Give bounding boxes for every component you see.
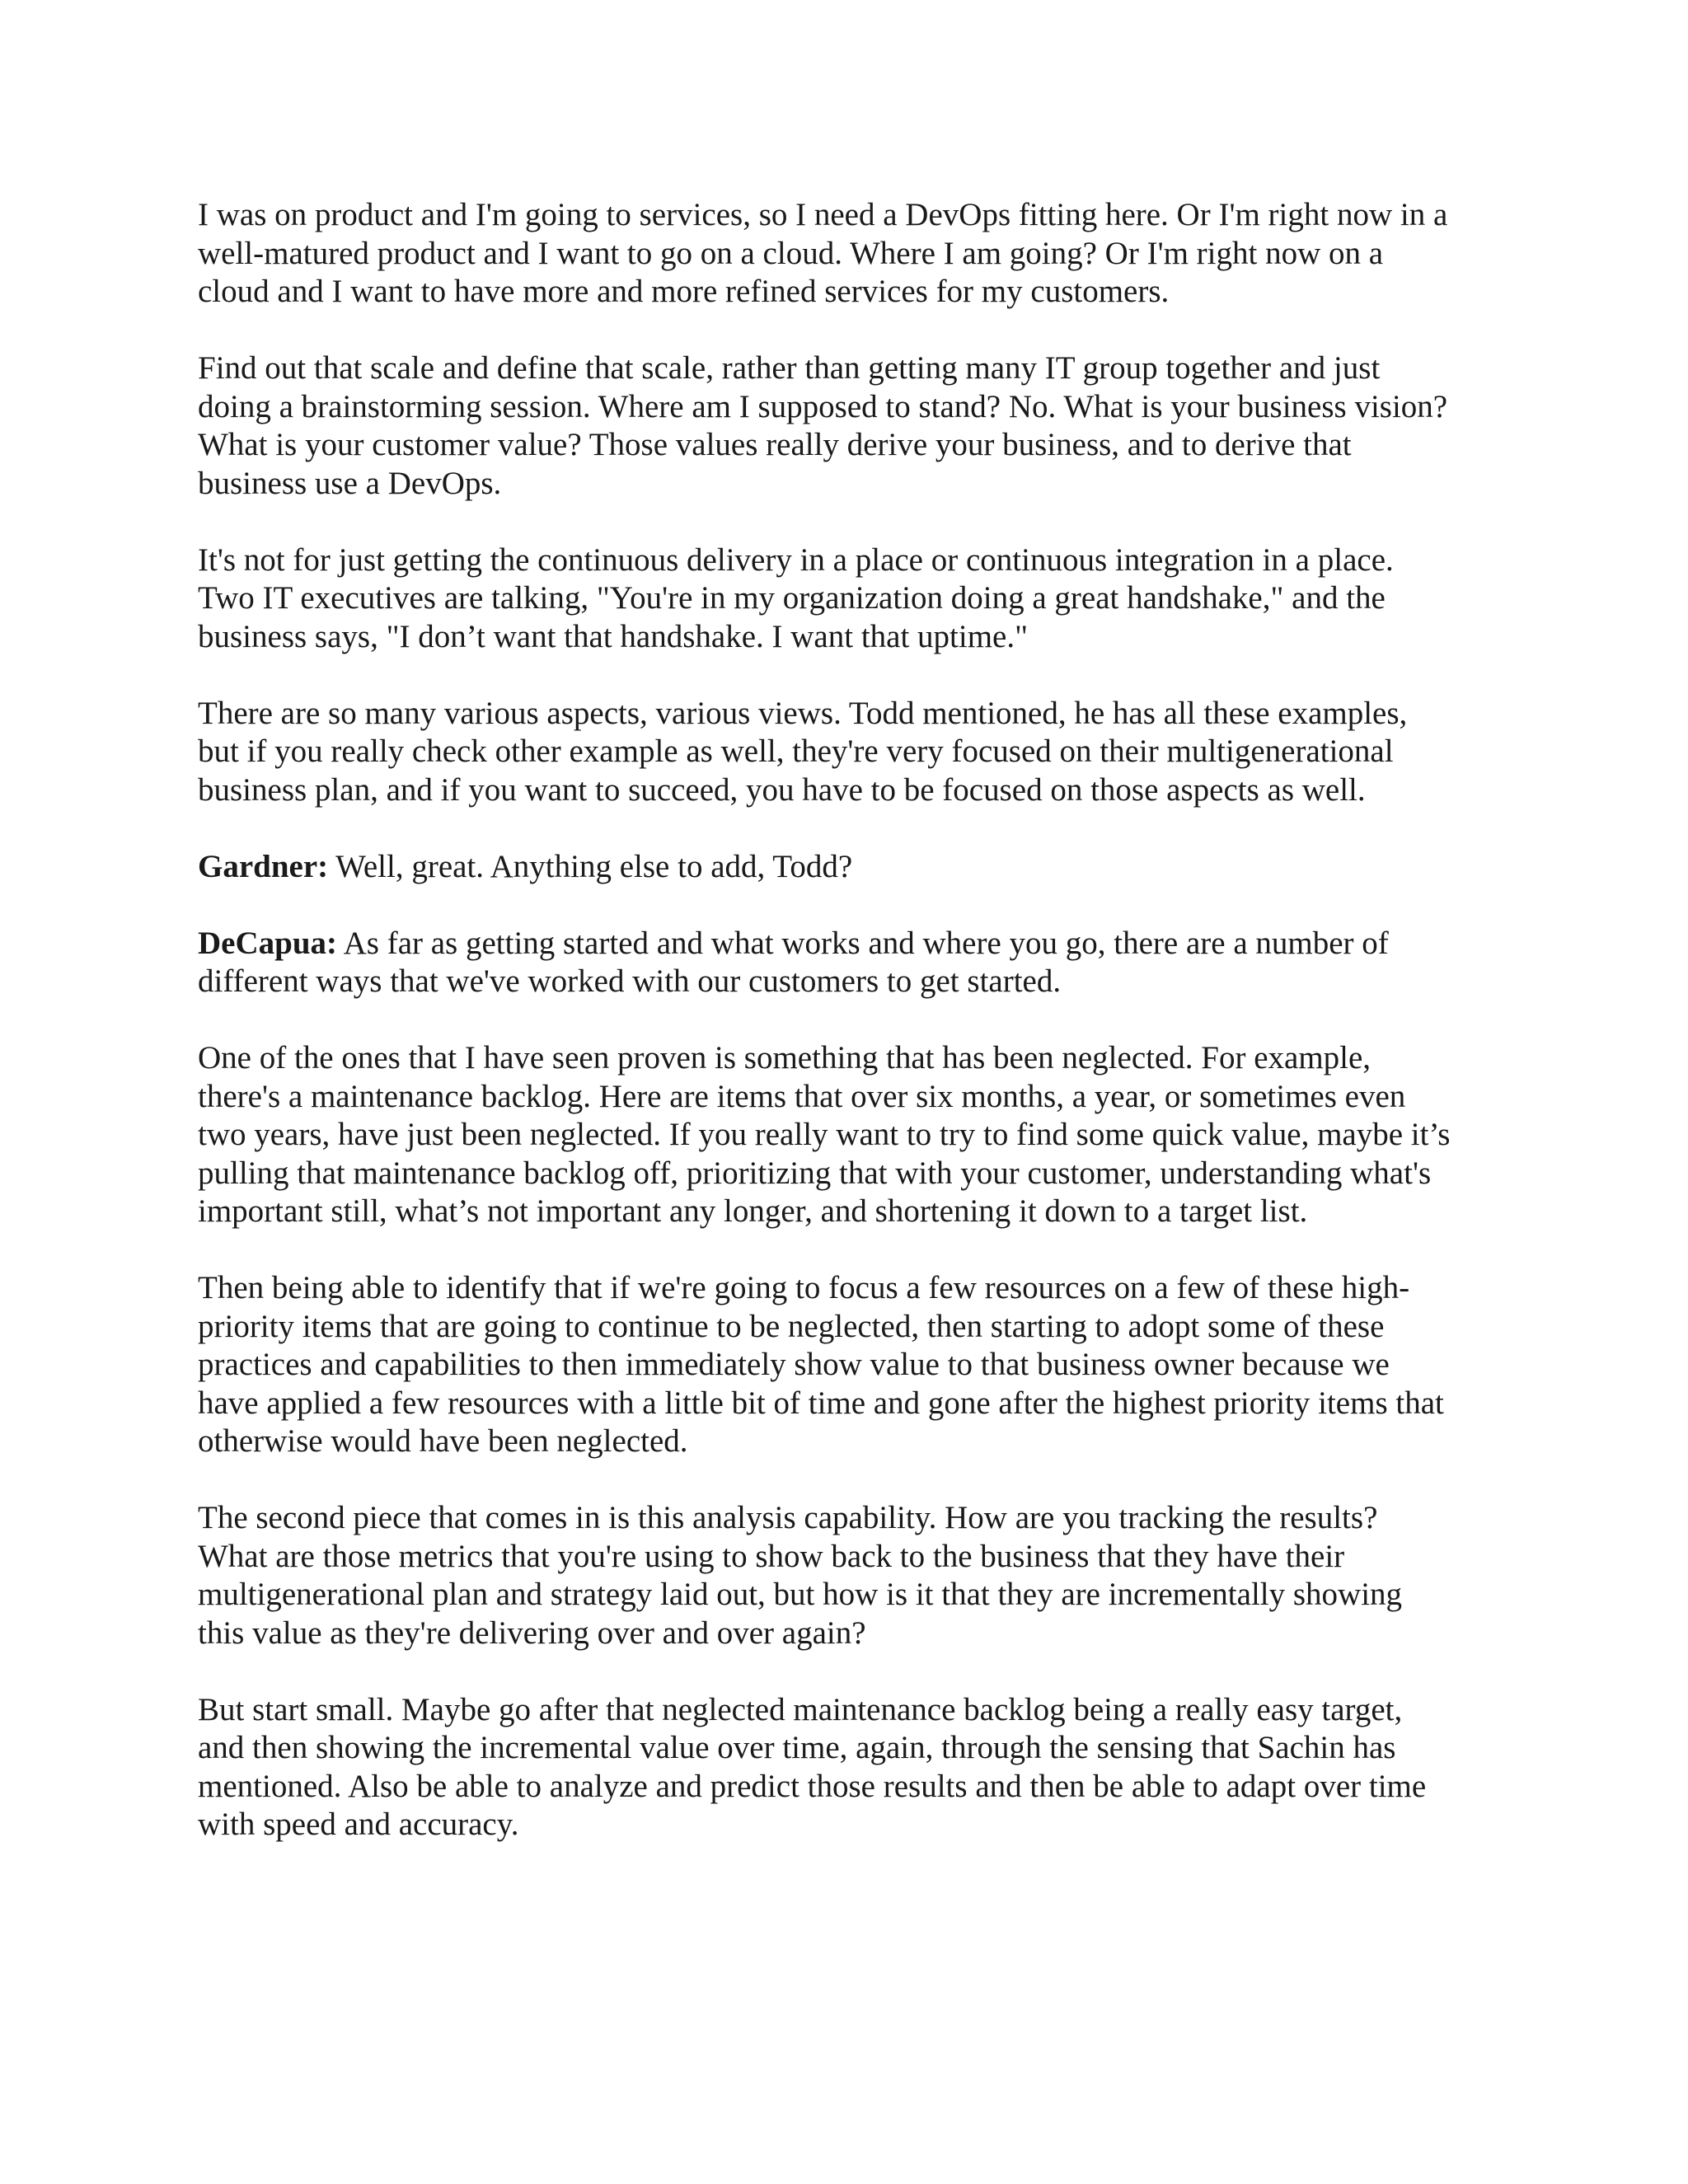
text-line: have applied a few resources with a little bit of time and gone after the highest priority items that [198,1385,1444,1421]
paragraph-gardner [198,848,1492,887]
paragraph [198,1269,1492,1461]
paragraph [198,1499,1492,1652]
paragraph [198,349,1492,503]
text-line: cloud and I want to have more and more refined services for my customers. [198,274,1170,309]
text-line: What is your customer value? Those values really derive your business, and to derive that [198,427,1352,462]
text-line: What are those metrics that you're using to show back to the business that they have their [198,1538,1345,1574]
speaker-name: Gardner: [198,848,329,884]
speaker-name: DeCapua: [198,925,338,961]
text-line: doing a brainstorming session. Where am I supposed to stand? No. What is your business vision? [198,388,1448,424]
text-line: It's not for just getting the continuous delivery in a place or continuous integration in a place. [198,541,1394,578]
text-line: two years, have just been neglected. If you really want to try to find some quick value, maybe it’s [198,1117,1451,1152]
text-line: well-matured product and I want to go on a cloud. Where I am going? Or I'm right now on a [198,235,1384,271]
text-line: business use a DevOps. [198,465,502,501]
speaker-text: As far as getting started and what works and where you go, there are a number of [337,925,1389,961]
text-line: there's a maintenance backlog. Here are items that over six months, a year, or sometimes even [198,1078,1406,1114]
paragraph [198,695,1492,810]
document-page [198,196,1492,1882]
paragraph [198,541,1492,657]
text-line [198,848,1492,887]
text-line: with speed and accuracy. [198,1807,519,1842]
text-line: But start small. Maybe go after that neglected maintenance backlog being a really easy target, [198,1691,1403,1727]
text-line: mentioned. Also be able to analyze and predict those results and then be able to adapt over time [198,1768,1427,1804]
text-line: this value as they're delivering over and over again? [198,1615,866,1651]
speaker-text: Well, great. Anything else to add, Todd? [328,848,853,884]
text-line: There are so many various aspects, various views. Todd mentioned, he has all these examples, [198,695,1408,731]
text-line: practices and capabilities to then immediately show value to that business owner because we [198,1347,1390,1382]
text-line: business plan, and if you want to succeed, you have to be focused on those aspects as well. [198,771,1366,808]
text-line: I was on product and I'm going to services, so I need a DevOps fitting here. Or I'm right now in a [198,197,1448,232]
text-line: multigenerational plan and strategy laid out, but how is it that they are incrementally showing [198,1577,1403,1612]
text-line: Two IT executives are talking, "You're in my organization doing a great handshake," and the [198,580,1386,616]
text-line: otherwise would have been neglected. [198,1423,688,1459]
text-line: The second piece that comes in is this analysis capability. How are you tracking the results? [198,1500,1378,1535]
paragraph [198,196,1492,312]
text-line: business says, "I don’t want that handshake. I want that uptime." [198,618,1029,654]
text-line: but if you really check other example as well, they're very focused on their multigenerational [198,733,1394,769]
text-line: pulling that maintenance backlog off, prioritizing that with your customer, understanding what's [198,1155,1432,1191]
text-line [198,925,1492,963]
paragraph-decapua [198,925,1492,1001]
text-line: important still, what’s not important any longer, and shortening it down to a target list. [198,1193,1308,1229]
text-line: different ways that we've worked with our customers to get started. [198,963,1062,999]
text-line: Find out that scale and define that scale, rather than getting many IT group together and just [198,350,1381,386]
paragraph [198,1039,1492,1231]
text-line: Then being able to identify that if we're going to focus a few resources on a few of these high- [198,1270,1410,1305]
paragraph [198,1691,1492,1844]
text-line: One of the ones that I have seen proven is something that has been neglected. For example, [198,1040,1372,1076]
text-line: priority items that are going to continue to be neglected, then starting to adopt some of these [198,1308,1385,1344]
text-line: and then showing the incremental value over time, again, through the sensing that Sachin has [198,1730,1396,1765]
